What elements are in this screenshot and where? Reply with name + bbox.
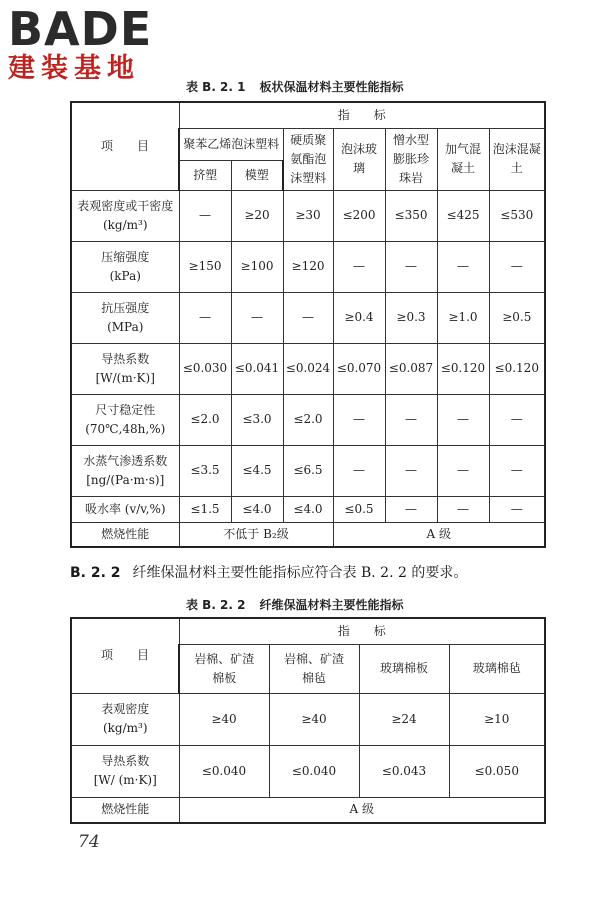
table2-caption: [186, 596, 404, 613]
table1-cell: —: [489, 496, 545, 522]
table1-cell: ≥100: [231, 241, 283, 292]
table2-title: 纤维保温材料主要性能指标: [259, 598, 404, 612]
table1-cell: ≤3.0: [231, 394, 283, 445]
table2-cell: ≤0.043: [359, 745, 449, 797]
table1-cell: —: [283, 292, 333, 343]
table1-cell: ≤0.120: [489, 343, 545, 394]
table-row: [71, 522, 545, 547]
table1-cell: ≤200: [333, 190, 385, 241]
table-row: [71, 190, 545, 241]
table1-cell: ≤1.5: [179, 496, 231, 522]
table1-row-label: 导热系数 [W/(m·K)]: [71, 343, 179, 394]
table2-cell: ≥40: [269, 693, 359, 745]
table2-fire-value: A 级: [179, 797, 545, 823]
table1-cell: ≤4.5: [231, 445, 283, 496]
table1-item-header: 项 目: [71, 102, 179, 190]
page-number: 74: [78, 832, 100, 852]
table1-cell: ≥1.0: [437, 292, 489, 343]
table1-cell: —: [385, 445, 437, 496]
table1-cell: ≤0.5: [333, 496, 385, 522]
table1-cell: —: [489, 445, 545, 496]
table1-group-foam-glass: 泡沫玻璃: [333, 128, 385, 190]
table1-cell: ≤2.0: [179, 394, 231, 445]
table-row: [71, 241, 545, 292]
table1-row-label: 尺寸稳定性 (70℃,48h,%): [71, 394, 179, 445]
table1-row-label: 吸水率 (v/v,%): [71, 496, 179, 522]
table1-cell: ≤2.0: [283, 394, 333, 445]
table2: [70, 617, 546, 824]
table2-row-label: 导热系数 [W/ (m·K)]: [71, 745, 179, 797]
table1-cell: ≤3.5: [179, 445, 231, 496]
table1-cell: ≤0.041: [231, 343, 283, 394]
table1-cell: ≤530: [489, 190, 545, 241]
table1-cell: —: [333, 394, 385, 445]
table1-group-aerated: 加气混凝土: [437, 128, 489, 190]
table1-cell: ≤6.5: [283, 445, 333, 496]
table1-cell: ≥150: [179, 241, 231, 292]
table1-cell: ≤425: [437, 190, 489, 241]
table-row: [71, 292, 545, 343]
table1-cell: ≤0.030: [179, 343, 231, 394]
table1-cell: ≥0.4: [333, 292, 385, 343]
table1-title: 板状保温材料主要性能指标: [259, 80, 404, 94]
table1-fire-right: A 级: [333, 522, 545, 547]
table1-cell: —: [385, 394, 437, 445]
table1-cell: —: [385, 241, 437, 292]
table-row: [71, 394, 545, 445]
table1-cell: ≤4.0: [231, 496, 283, 522]
table1-cell: —: [437, 394, 489, 445]
table1-sub-extruded: 挤塑: [179, 160, 231, 190]
table1-cell: ≤0.024: [283, 343, 333, 394]
table1-group-foam-concrete: 泡沫混凝土: [489, 128, 545, 190]
logo-chinese: 建装基地: [8, 53, 140, 84]
table1-cell: ≤4.0: [283, 496, 333, 522]
section-text: 纤维保温材料主要性能指标应符合表 B. 2. 2 的要求。: [132, 565, 468, 581]
table1-fire-label: 燃烧性能: [71, 522, 179, 547]
table1-cell: —: [437, 445, 489, 496]
table-row: [71, 343, 545, 394]
table2-number: 表 B. 2. 2: [186, 598, 246, 612]
table2-cell: ≤0.040: [269, 745, 359, 797]
table1-row-label: 抗压强度 (MPa): [71, 292, 179, 343]
table1-caption: [186, 78, 404, 95]
table1-row-label: 压缩强度 (kPa): [71, 241, 179, 292]
table1-row-label: 水蒸气渗透系数 [ng/(Pa·m·s)]: [71, 445, 179, 496]
table1-cell: ≤350: [385, 190, 437, 241]
table2-col-glasswool-board: 玻璃棉板: [359, 644, 449, 693]
table-row: [71, 797, 545, 823]
table2-col-rockwool-felt: 岩棉、矿渣棉毡: [269, 644, 359, 693]
table2-cell: ≥40: [179, 693, 269, 745]
table1-cell: —: [489, 394, 545, 445]
brand-logo: [8, 2, 178, 84]
table2-cell: ≤0.040: [179, 745, 269, 797]
table2-col-glasswool-felt: 玻璃棉毡: [449, 644, 545, 693]
table2-indicator-header: 指 标: [179, 618, 545, 644]
table1: [70, 101, 546, 548]
table1-cell: ≥120: [283, 241, 333, 292]
table1-sub-molded: 模塑: [231, 160, 283, 190]
table1-cell: —: [437, 496, 489, 522]
table1-cell: —: [179, 190, 231, 241]
table2-cell: ≥24: [359, 693, 449, 745]
table2-row-label: 表观密度 (kg/m³): [71, 693, 179, 745]
table1-group-eps: 聚苯乙烯泡沫塑料: [179, 128, 283, 160]
table1-cell: ≥30: [283, 190, 333, 241]
logo-wordmark: BADE: [8, 2, 153, 56]
table-row: [71, 496, 545, 522]
table1-cell: —: [437, 241, 489, 292]
table1-indicator-header: 指 标: [179, 102, 545, 128]
table1-cell: —: [489, 241, 545, 292]
table1-cell: ≥20: [231, 190, 283, 241]
table1-cell: —: [179, 292, 231, 343]
table1-cell: ≤0.087: [385, 343, 437, 394]
table1-cell: —: [333, 445, 385, 496]
section-number: B. 2. 2: [70, 565, 121, 581]
section-b22: [70, 562, 467, 582]
table1-cell: ≤0.120: [437, 343, 489, 394]
table-row: [71, 445, 545, 496]
table2-cell: ≤0.050: [449, 745, 545, 797]
table-row: [71, 745, 545, 797]
table2-cell: ≥10: [449, 693, 545, 745]
table2-item-header: 项 目: [71, 618, 179, 693]
table1-cell: —: [333, 241, 385, 292]
table1-row-label: 表观密度或干密度 (kg/m³): [71, 190, 179, 241]
table1-group-perlite: 憎水型膨胀珍珠岩: [385, 128, 437, 190]
table2-fire-label: 燃烧性能: [71, 797, 179, 823]
table1-cell: —: [385, 496, 437, 522]
table1-cell: ≥0.5: [489, 292, 545, 343]
table1-cell: —: [231, 292, 283, 343]
table1-fire-left: 不低于 B₂级: [179, 522, 333, 547]
table1-cell: ≤0.070: [333, 343, 385, 394]
table1-cell: ≥0.3: [385, 292, 437, 343]
table-row: [71, 693, 545, 745]
table1-number: 表 B. 2. 1: [186, 80, 246, 94]
table2-col-rockwool-board: 岩棉、矿渣棉板: [179, 644, 269, 693]
table1-group-pu: 硬质聚氨酯泡沫塑料: [283, 128, 333, 190]
